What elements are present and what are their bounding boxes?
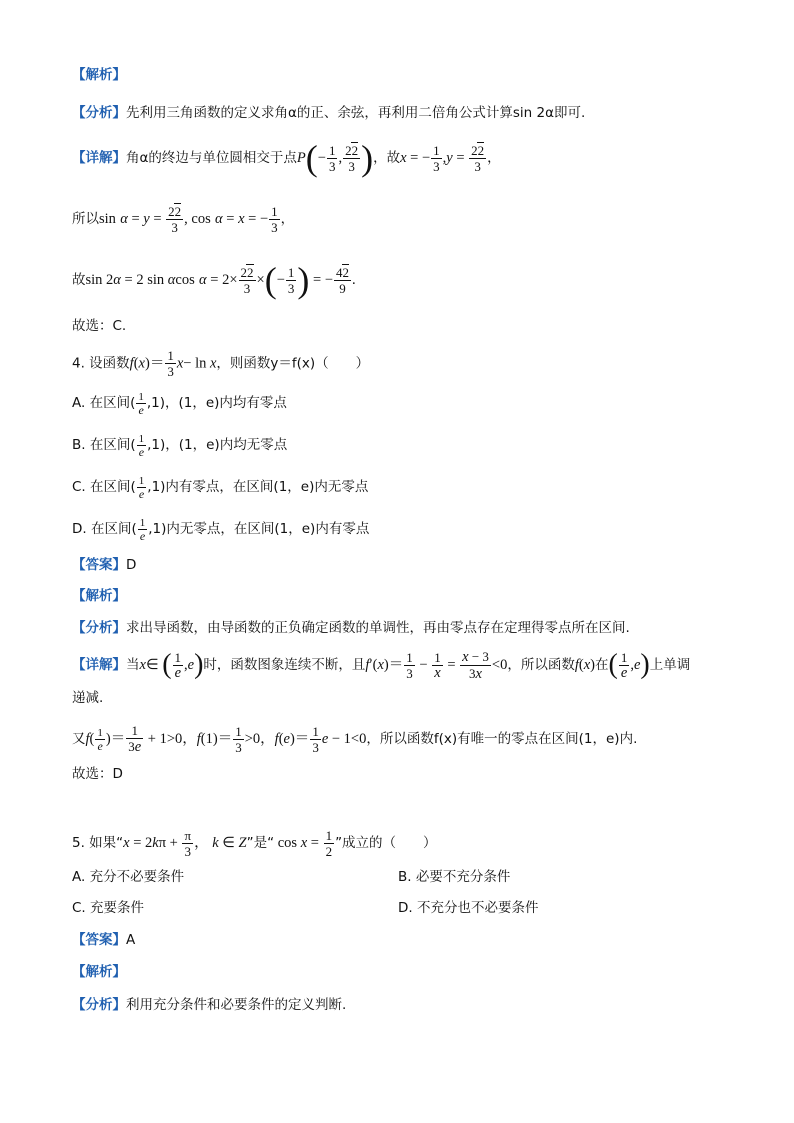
q4-values: 又f( $\frac{1}{e}$ )＝ $\frac{1}{3e}$ + 1>0，f(1)＝ $\frac{1}{3}$ >0，f(e)＝ $\frac{1}{3}$ e − 1<0，所以函数f(x)有唯一的零点在区间(1，e)内. bbox=[72, 723, 638, 755]
q5-option-c[interactable]: C. 充要条件 bbox=[72, 900, 145, 916]
q4-option-b[interactable]: B. 在区间( $\frac{1}{e}$ ,1)，(1，e)内均无零点 bbox=[72, 432, 288, 459]
q5-analysis: 【分析】利用充分条件和必要条件的定义判断. bbox=[72, 997, 347, 1013]
q3-analysis: 【分析】先利用三角函数的定义求角α的正、余弦，再利用二倍角公式计算sin 2α即可. bbox=[72, 105, 586, 121]
q4-option-c[interactable]: C. 在区间( $\frac{1}{e}$ ,1)内有零点，在区间(1，e)内无零点 bbox=[72, 474, 369, 501]
q4-choose: 故选：D bbox=[72, 766, 123, 782]
q4-option-a[interactable]: A. 在区间( $\frac{1}{e}$ ,1)，(1，e)内均有零点 bbox=[72, 390, 287, 417]
q4-stem: 4. 设函数f(x)＝ $\frac{1}{3}$ x− ln x，则函数y＝f(x)（ ） bbox=[72, 348, 370, 379]
q5-option-b[interactable]: B. 必要不充分条件 bbox=[398, 869, 511, 885]
q3-sin2a: 故sin 2α = 2 sin αcos α = 2× $\frac{22}{3}$ ×(− $\frac{1}{3}$ ) = − $\frac{42}{9}$ . bbox=[72, 260, 356, 300]
q4-detail-cont: 递减. bbox=[72, 690, 104, 706]
q5-stem: 5. 如果“x = 2kπ + $\frac{\pi}{3}$ ， k ∈ Z”是“ cos x = $\frac{1}{2}$ ”成立的（ ） bbox=[72, 827, 437, 859]
q3-sin-cos: 所以sin α = y = $\frac{22}{3}$ , cos α = x = − $\frac{1}{3}$ ， bbox=[72, 203, 295, 235]
section-label-jiexi-q5: 【解析】 bbox=[72, 964, 126, 980]
q3-choose: 故选：C. bbox=[72, 318, 127, 334]
q4-option-d[interactable]: D. 在区间( $\frac{1}{e}$ ,1)内无零点，在区间(1，e)内有零点 bbox=[72, 516, 370, 543]
q3-detail: 【详解】角α的终边与单位圆相交于点P(− $\frac{1}{3}$ , $\frac{22}{3}$ )，故x = − $\frac{1}{3}$ ,y = $\frac{22}{3}$ ， bbox=[72, 138, 501, 178]
section-label-jiexi-q4: 【解析】 bbox=[72, 588, 126, 604]
q4-answer: 【答案】D bbox=[72, 557, 137, 573]
q5-answer: 【答案】A bbox=[72, 932, 136, 948]
section-label-jiexi-q3: 【解析】 bbox=[72, 67, 126, 83]
q5-option-a[interactable]: A. 充分不必要条件 bbox=[72, 869, 185, 885]
q4-analysis: 【分析】求出导函数，由导函数的正负确定函数的单调性，再由零点存在定理得零点所在区间. bbox=[72, 620, 630, 636]
q5-option-d[interactable]: D. 不充分也不必要条件 bbox=[398, 900, 539, 916]
q4-detail: 【详解】当x∈ ( $\frac{1}{e}$ ,e)时，函数图象连续不断，且f′(x)＝ $\frac{1}{3}$ − $\frac{1}{x}$ = $\frac{x - 3}{3x}$ <0，所以函数f(x)在( $\frac{1}{e}$ ,e)上单调 bbox=[72, 648, 691, 682]
